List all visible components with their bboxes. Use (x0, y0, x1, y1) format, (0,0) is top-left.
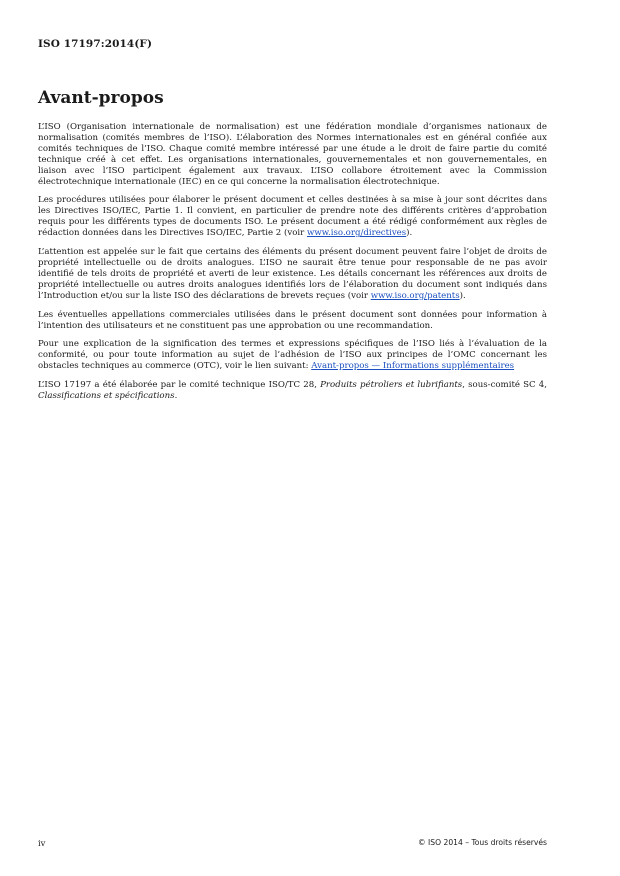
page-number: iv (38, 838, 46, 848)
paragraph-committee (38, 380, 547, 402)
copyright-notice: © ISO 2014 – Tous droits réservés (418, 838, 547, 847)
paragraph-procedures-text: Les procédures utilisées pour élaborer le présent document et celles destinées à sa mise à jour sont décrites dans les Directives ISO/IEC, Partie 1. Il convient, en particulier de prendre note des différents critères d’approbation requis pour les différents types de documents ISO. Le présent document a été rédigé conformément aux règles de rédaction données dans les Directives ISO/IEC, Partie 2 (voir (38, 195, 547, 239)
paragraph-procedures (38, 195, 547, 239)
committee-title: Produits pétroliers et lubrifiants (320, 380, 463, 391)
paragraph-committee-b: , sous-comité SC 4, (462, 380, 548, 391)
paragraph-conformity-text: Pour une explication de la signification des termes et expressions spécifiques de l’ISO liés à l’évaluation de la conformité, ou pour toute information au sujet de l’adhésion de l’ISO aux principes de l’OMC concernant les obstacles techniques au commerce (OTC), voir le lien suivant: (38, 339, 547, 372)
page-title: Avant-propos (38, 88, 164, 108)
paragraph-patents-text: L’attention est appelée sur le fait que certains des éléments du présent document peuvent faire l’objet de droits de propriété intellectuelle ou de droits analogues. L’ISO ne saurait être tenue pour responsable de ne pas avoir identifié de tels droits de propriété et averti de leur existence. Les détails concernant les références aux droits de propriété intellectuelle ou autres droits analogues identifiés lors de l’élaboration du document sont indiqués dans l’Introduction et/ou sur la liste ISO des déclarations de brevets reçues (voir (38, 247, 547, 301)
paragraph-trade-names: Les éventuelles appellations commerciales utilisées dans le présent document sont données pour information à l’intention des utilisateurs et ne constituent pas une approbation ou une recommandation. (38, 309, 547, 331)
patents-link[interactable]: www.iso.org/patents (370, 290, 460, 301)
supplementary-info-link[interactable]: Avant-propos — Informations supplémentaires (311, 361, 515, 372)
paragraph-conformity (38, 339, 547, 372)
document-body (38, 122, 547, 410)
paragraph-iso-intro: L’ISO (Organisation internationale de normalisation) est une fédération mondiale d’organismes nationaux de normalisation (comités membres de l’ISO). L’élaboration des Normes internationales est en général confiée aux comités techniques de l’ISO. Chaque comité membre intéressé par une étude a le droit de faire partie du comité technique créé à cet effet. Les organisations internationales, gouvernementales et non gouvernementales, en liaison avec l’ISO participent également aux travaux. L’ISO collabore étroitement avec la Commission électrotechnique internationale (IEC) en ce qui concerne la normalisation électrotechnique. (38, 122, 547, 187)
document-id: ISO 17197:2014(F) (38, 38, 153, 50)
paragraph-procedures-end: ). (406, 228, 413, 239)
directives-link[interactable]: www.iso.org/directives (306, 228, 407, 239)
paragraph-patents-end: ). (459, 290, 466, 301)
subcommittee-title: Classifications et spécifications (38, 391, 175, 402)
paragraph-patents (38, 247, 547, 302)
paragraph-committee-a: L’ISO 17197 a été élaborée par le comité technique ISO/TC 28, (38, 380, 321, 391)
paragraph-committee-c: . (174, 391, 178, 402)
